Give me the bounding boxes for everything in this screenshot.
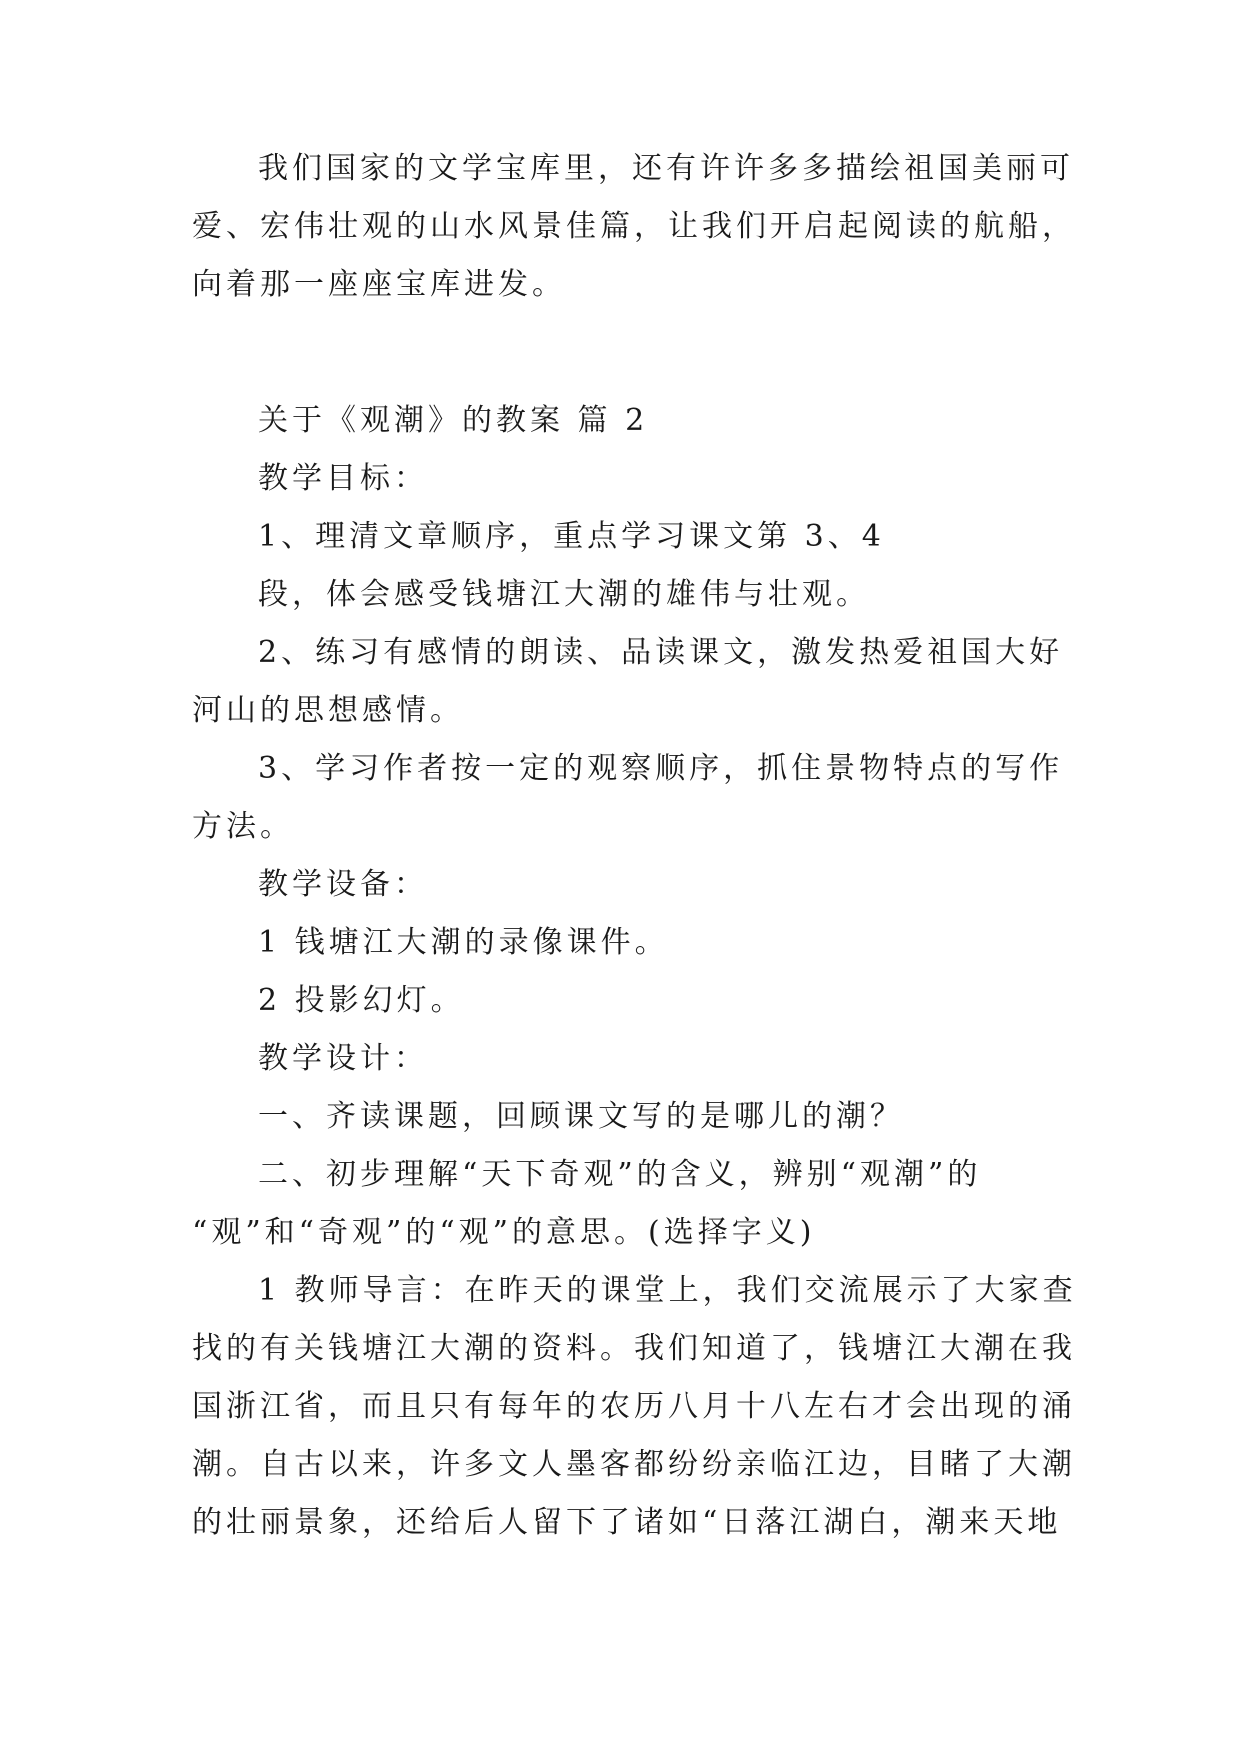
design-step: 二、初步理解“天下奇观”的含义，辨别“观潮”的 [258, 1157, 982, 1192]
paragraph-line: 潮。自古以来，许多文人墨客都纷纷亲临江边，目睹了大潮 [192, 1447, 1076, 1482]
goal-item: 河山的思想感情。 [192, 693, 464, 728]
paragraph-line: 爱、宏伟壮观的山水风景佳篇，让我们开启起阅读的航船， [192, 209, 1076, 244]
design-title: 教学设计： [258, 1041, 428, 1076]
goal-item: 方法。 [192, 809, 294, 844]
equipment-item: 1 钱塘江大潮的录像课件。 [258, 925, 669, 960]
section-heading: 关于《观潮》的教案 篇 2 [258, 403, 649, 438]
equipment-title: 教学设备： [258, 867, 428, 902]
design-step: 一、齐读课题，回顾课文写的是哪儿的潮？ [258, 1099, 904, 1134]
paragraph-line: 找的有关钱塘江大潮的资料。我们知道了，钱塘江大潮在我 [192, 1331, 1076, 1366]
goal-item: 1、理清文章顺序，重点学习课文第 3、4 [258, 519, 885, 554]
paragraph-line: 1 教师导言：在昨天的课堂上，我们交流展示了大家查 [258, 1273, 1077, 1308]
goal-item: 2、练习有感情的朗读、品读课文，激发热爱祖国大好 [258, 635, 1064, 670]
paragraph-line: 国浙江省，而且只有每年的农历八月十八左右才会出现的涌 [192, 1389, 1076, 1424]
equipment-item: 2 投影幻灯。 [258, 983, 465, 1018]
goal-item: 3、学习作者按一定的观察顺序，抓住景物特点的写作 [258, 751, 1064, 786]
goal-item: 段，体会感受钱塘江大潮的雄伟与壮观。 [258, 577, 870, 612]
design-step: “观”和“奇观”的“观”的意思。(选择字义) [192, 1215, 816, 1250]
paragraph-line: 的壮丽景象，还给后人留下了诸如“日落江湖白，潮来天地 [192, 1505, 1062, 1540]
goals-title: 教学目标： [258, 461, 428, 496]
paragraph-line: 向着那一座座宝库进发。 [192, 267, 566, 302]
paragraph-line: 我们国家的文学宝库里，还有许许多多描绘祖国美丽可 [258, 151, 1074, 186]
